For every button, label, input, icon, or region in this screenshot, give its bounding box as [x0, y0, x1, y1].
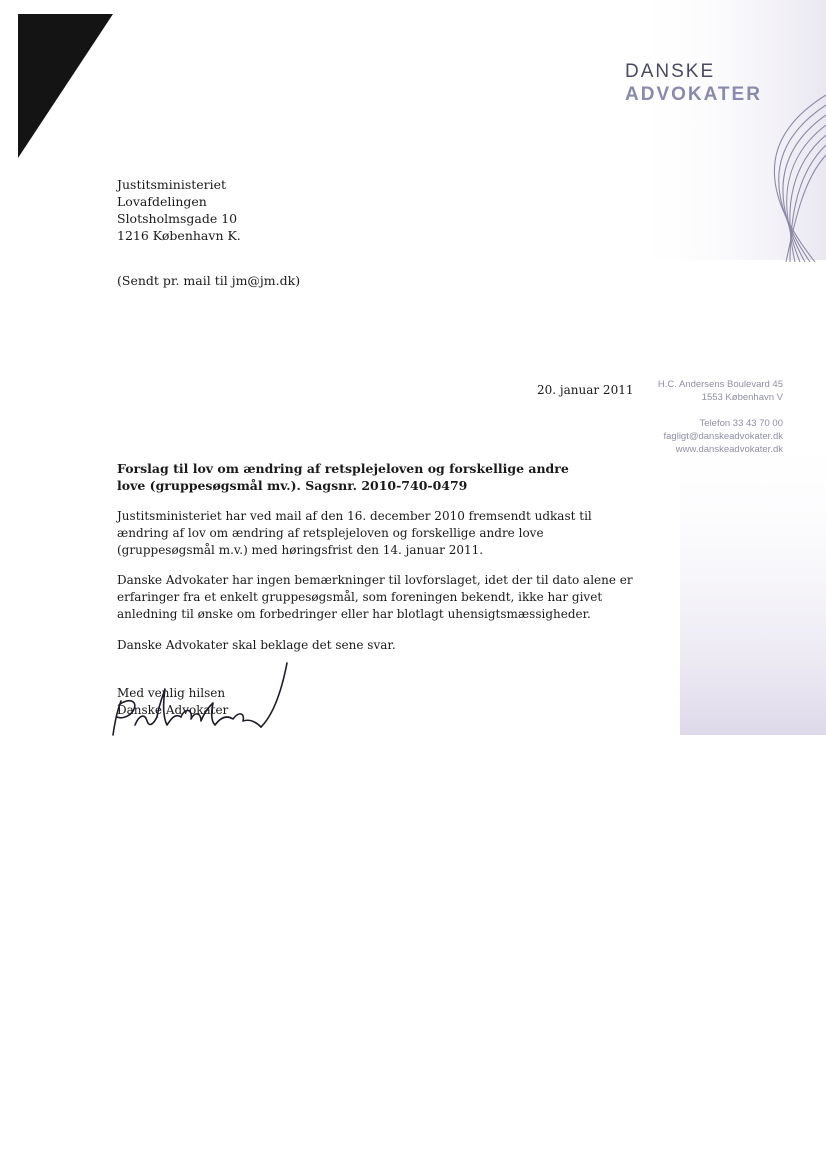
- logo-line-1: DANSKE: [625, 61, 716, 82]
- danske-advokater-logo: [625, 60, 762, 106]
- letter-date: 20. januar 2011: [537, 383, 634, 397]
- recipient-line-1: Justitsministeriet: [117, 177, 227, 192]
- contact-phone: Telefon 33 43 70 00: [699, 418, 783, 429]
- contact-street: H.C. Andersens Boulevard 45: [657, 379, 783, 390]
- body-paragraph-1: Justitsministeriet har ved mail af den 16. december 2010 fremsendt udkast til ændring af lov om ændring af retsplejeloven og forskellige andre love (gruppesøgsmål m.v.) med høringsfrist den 14. januar 2011.: [117, 509, 592, 557]
- sent-via-note: (Sendt pr. mail til jm@jm.dk): [117, 273, 301, 288]
- recipient-address: [117, 176, 241, 244]
- closing-greeting: Med venlig hilsen: [117, 686, 226, 700]
- recipient-line-2: Lovafdelingen: [117, 194, 207, 209]
- recipient-line-4: 1216 København K.: [117, 228, 241, 243]
- handwritten-signature: [105, 655, 295, 745]
- contact-web: www.danskeadvokater.dk: [675, 444, 783, 455]
- contact-city: 1553 København V: [701, 392, 783, 403]
- body-paragraph-2: Danske Advokater har ingen bemærkninger til lovforslaget, idet der til dato alene er erfaringer fra et enkelt gruppesøgsmål, som foreningen bekendt, ikke har givet anledning til ønske om forbedringer eller har blotlagt uhensigtsmæssigheder.: [117, 573, 633, 621]
- letter-subject: Forslag til lov om ændring af retsplejeloven og forskellige andre love (gruppesøgsmål mv.). Sagsnr. 2010-740-0479: [117, 461, 569, 493]
- body-paragraph-3: Danske Advokater skal beklage det sene svar.: [117, 638, 396, 652]
- sender-contact-block: [583, 378, 783, 456]
- corner-triangle-decoration: [0, 0, 115, 160]
- contact-email: fagligt@danskeadvokater.dk: [663, 431, 783, 442]
- logo-line-2: ADVOKATER: [625, 84, 762, 105]
- closing-organization: Danske Advokater: [117, 703, 229, 717]
- recipient-line-3: Slotsholmsgade 10: [117, 211, 238, 226]
